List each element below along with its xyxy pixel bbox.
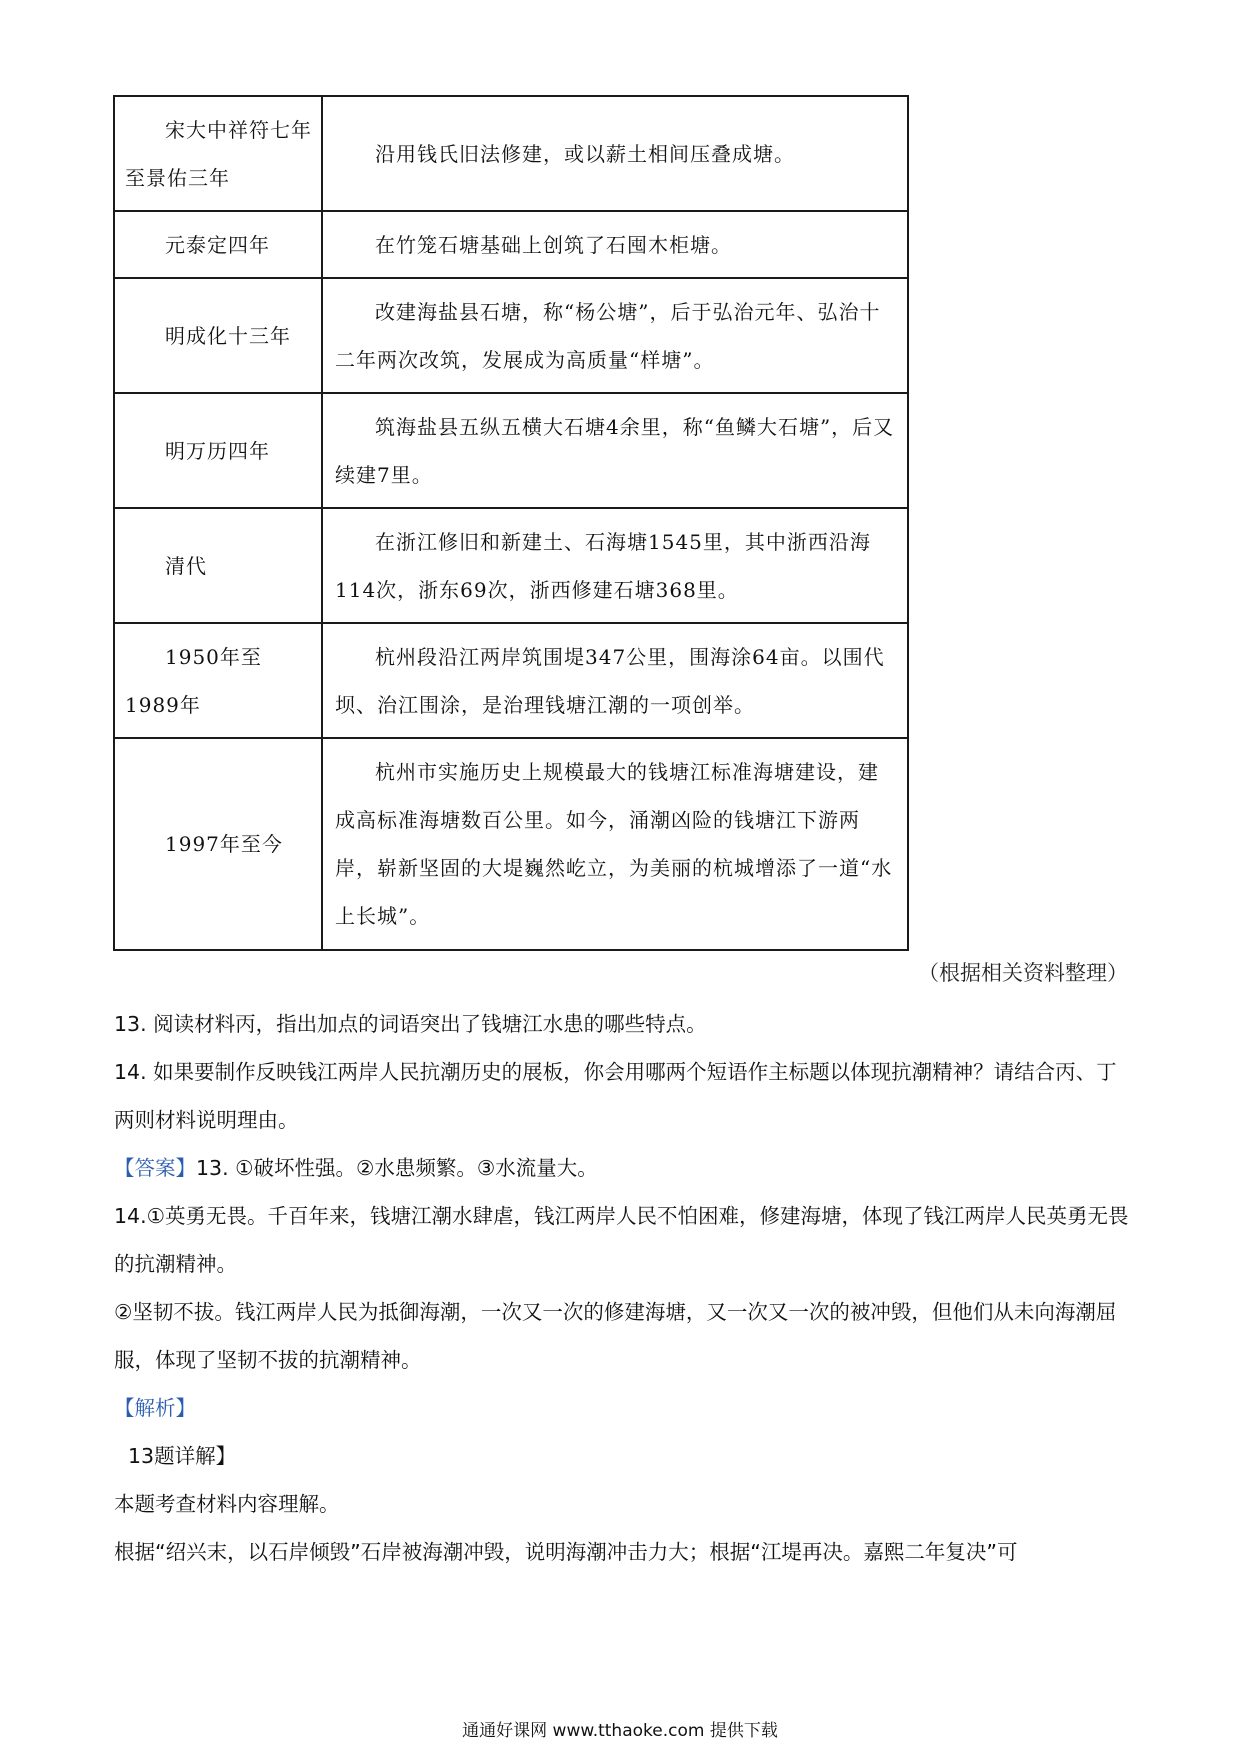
- period-cell: 宋大中祥符七年至景佑三年: [114, 96, 322, 211]
- event-cell: 在浙江修旧和新建土、石海塘1545里，其中浙西沿海114次，浙东69次，浙西修建石塘368里。: [322, 508, 908, 623]
- period-cell: 元泰定四年: [114, 211, 322, 278]
- event-cell: 筑海盐县五纵五横大石塘4余里，称“鱼鳞大石塘”，后又续建7里。: [322, 393, 908, 508]
- analysis-heading: [114, 1384, 1134, 1432]
- event-cell: 沿用钱氏旧法修建，或以薪土相间压叠成塘。: [322, 96, 908, 211]
- analysis-tag: 【解析】: [114, 1396, 196, 1420]
- question-14: 14. 如果要制作反映钱江两岸人民抗潮历史的展板，你会用哪两个短语作主标题以体现抗潮精神？请结合丙、丁两则材料说明理由。: [114, 1060, 1117, 1132]
- table-row: [114, 211, 908, 278]
- answer-tag: 【答案】: [114, 1156, 196, 1180]
- page-footer: 通通好课网 www.tthaoke.com 提供下载: [462, 1721, 778, 1741]
- table-row: [114, 623, 908, 738]
- table-row: [114, 393, 908, 508]
- event-cell: 杭州段沿江两岸筑围堤347公里，围海涂64亩。以围代坝、治江围涂，是治理钱塘江潮的一项创举。: [322, 623, 908, 738]
- table-row: [114, 96, 908, 211]
- detail-intro: 本题考查材料内容理解。: [114, 1492, 340, 1516]
- period-cell: 明成化十三年: [114, 278, 322, 393]
- answer-14-part-1: 14.①英勇无畏。千百年来，钱塘江潮水肆虐，钱江两岸人民不怕困难，修建海塘，体现了钱江两岸人民英勇无畏的抗潮精神。: [114, 1204, 1129, 1276]
- answer-13-text: 13. ①破坏性强。②水患频繁。③水流量大。: [196, 1156, 598, 1180]
- answer-13: [114, 1144, 1134, 1192]
- table-row: [114, 278, 908, 393]
- period-cell: 1950年至1989年: [114, 623, 322, 738]
- period-cell: 清代: [114, 508, 322, 623]
- question-13: 13. 阅读材料丙，指出加点的词语突出了钱塘江水患的哪些特点。: [114, 1012, 707, 1036]
- detail-text: 根据“绍兴末，以石岸倾毁”石岸被海潮冲毁，说明海潮冲击力大；根据“江堤再决。嘉熙二年复决”可: [114, 1540, 1018, 1564]
- detail-13-heading: 13题详解】: [128, 1444, 237, 1468]
- source-note: （根据相关资料整理）: [918, 961, 1128, 985]
- event-cell: 改建海盐县石塘，称“杨公塘”，后于弘治元年、弘治十二年两次改筑，发展成为高质量“样塘”。: [322, 278, 908, 393]
- table-row: [114, 738, 908, 950]
- table-row: [114, 508, 908, 623]
- period-cell: 1997年至今: [114, 738, 322, 950]
- history-table: [113, 95, 909, 951]
- period-cell: 明万历四年: [114, 393, 322, 508]
- event-cell: 杭州市实施历史上规模最大的钱塘江标准海塘建设，建成高标准海塘数百公里。如今，涌潮凶险的钱塘江下游两岸，崭新坚固的大堤巍然屹立，为美丽的杭城增添了一道“水上长城”。: [322, 738, 908, 950]
- event-cell: 在竹笼石塘基础上创筑了石囤木柜塘。: [322, 211, 908, 278]
- answer-14-part-2: ②坚韧不拔。钱江两岸人民为抵御海潮，一次又一次的修建海塘，又一次又一次的被冲毁，但他们从未向海潮屈服，体现了坚韧不拔的抗潮精神。: [114, 1300, 1117, 1372]
